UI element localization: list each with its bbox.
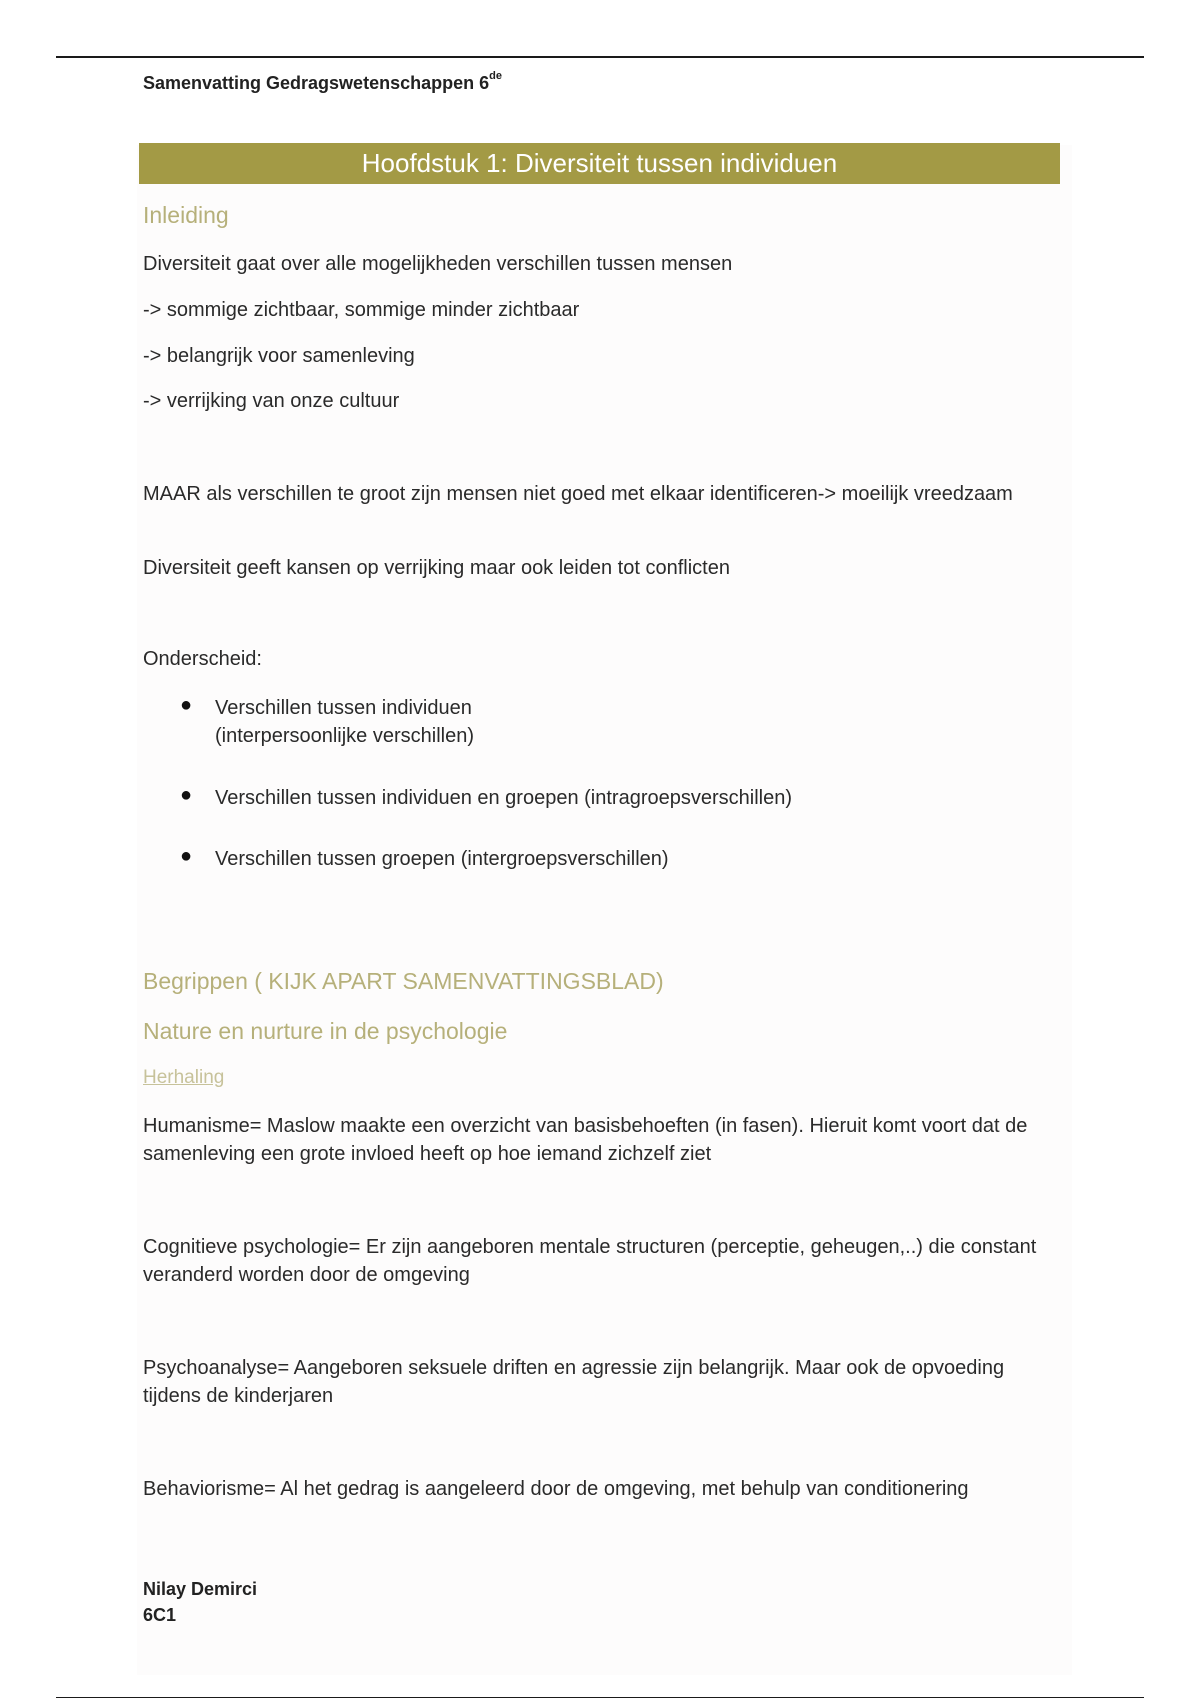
- paragraph-line: Diversiteit gaat over alle mogelijkheden verschillen tussen mensen: [143, 253, 733, 275]
- bullet-icon: ●: [180, 784, 193, 806]
- onderscheid-label: Onderscheid:: [143, 648, 262, 670]
- paragraph-psychoanalyse: Psychoanalyse= Aangeboren seksuele driften en agressie zijn belangrijk. Maar ook de opvoeding tijdens de kinderjaren: [143, 1357, 1005, 1407]
- paragraph-line: -> belangrijk voor samenleving: [143, 345, 415, 367]
- paragraph-line: -> verrijking van onze cultuur: [143, 390, 400, 412]
- subheading-herhaling: Herhaling: [143, 1067, 225, 1088]
- document-header: [143, 70, 502, 94]
- header-title: Samenvatting Gedragswetenschappen 6: [143, 73, 490, 93]
- bullet-item: [215, 845, 1055, 873]
- paragraph-behaviorisme: Behaviorisme= Al het gedrag is aangeleerd door de omgeving, met behulp van conditionering: [143, 1478, 969, 1500]
- bottom-rule: [56, 1697, 1144, 1698]
- paragraph-cognitief: Cognitieve psychologie= Er zijn aangeboren mentale structuren (perceptie, geheugen,..) die constant veranderd worden door de omgeving: [143, 1236, 1037, 1286]
- heading-begrippen: Begrippen ( KIJK APART SAMENVATTINGSBLAD): [143, 968, 664, 994]
- bullet-line: Verschillen tussen individuen: [215, 697, 472, 719]
- bullet-icon: ●: [180, 694, 193, 716]
- top-rule: [56, 56, 1144, 58]
- page-background: [137, 145, 1072, 1675]
- heading-nature-nurture: Nature en nurture in de psychologie: [143, 1018, 508, 1044]
- footer-author: [143, 1576, 257, 1628]
- heading-inleiding: Inleiding: [143, 202, 229, 228]
- bullet-line: (interpersoonlijke verschillen): [215, 725, 474, 747]
- paragraph-kansen: Diversiteit geeft kansen op verrijking maar ook leiden tot conflicten: [143, 557, 730, 579]
- header-title-sup: de: [489, 70, 502, 82]
- author-name: Nilay Demirci: [143, 1579, 258, 1599]
- paragraph-line: -> sommige zichtbaar, sommige minder zichtbaar: [143, 299, 580, 321]
- bullet-line: Verschillen tussen individuen en groepen (intragroepsverschillen): [215, 787, 793, 809]
- bullet-item: [215, 694, 1055, 750]
- paragraph-humanisme: Humanisme= Maslow maakte een overzicht van basisbehoeften (in fasen). Hieruit komt voort dat de samenleving een grote invloed heeft op hoe iemand zichzelf ziet: [143, 1115, 1028, 1165]
- paragraph-maar: MAAR als verschillen te groot zijn mensen niet goed met elkaar identificeren-> moeilijk vreedzaam: [143, 483, 1013, 505]
- chapter-title-bar: [139, 143, 1060, 184]
- chapter-title: Hoofdstuk 1: Diversiteit tussen individuen: [361, 148, 838, 178]
- bullet-line: Verschillen tussen groepen (intergroepsverschillen): [215, 848, 669, 870]
- author-class: 6C1: [143, 1605, 177, 1625]
- bullet-item: [215, 784, 1055, 812]
- bullet-icon: ●: [180, 845, 193, 867]
